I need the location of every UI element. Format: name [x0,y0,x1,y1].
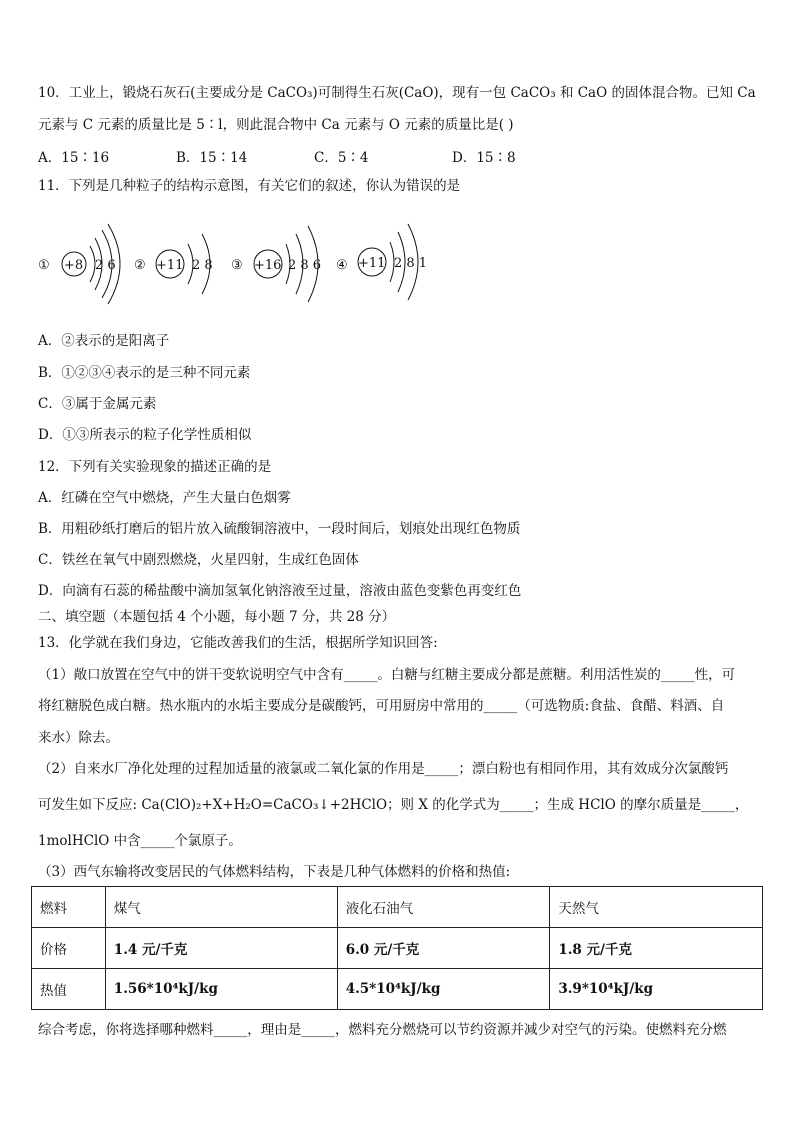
q10-option-c: C．5∶4 [314,150,369,166]
q12-option-c: C．铁丝在氧气中剧烈燃烧，火星四射，生成红色固体 [38,552,359,568]
q13-stem: 13．化学就在我们身边，它能改善我们的生活，根据所学知识回答: [38,635,438,651]
table-header-cell: 液化石油气 [337,887,550,928]
q11-stem: 11．下列是几种粒子的结构示意图，有关它们的叙述，你认为错误的是 [38,178,461,194]
table-header-cell: 煤气 [105,887,337,928]
q13-part1-line1: （1）敞口放置在空气中的饼干变软说明空气中含有_____。白糖与红糖主要成分都是蔗糖。利用活性炭的_____性，可 [38,667,736,683]
atom2-nucleus-charge: +11 [156,258,184,273]
q12-stem: 12．下列有关实验现象的描述正确的是 [38,459,272,475]
q10-option-b: B．15∶14 [176,150,248,166]
table-cell: 1.4 元/千克 [105,928,337,969]
atom4-electrons: 2 8 1 [394,256,428,271]
section-heading: 二、填空题（本题包括 4 个小题，每小题 7 分，共 28 分） [38,609,396,625]
table-cell: 1.56*10⁴kJ/kg [105,969,337,1010]
q12-option-b: B．用粗砂纸打磨后的铝片放入硫酸铜溶液中，一段时间后，划痕处出现红色物质 [38,521,521,537]
table-row [32,969,763,1010]
q10-line1: 10．工业上，锻烧石灰石(主要成分是 CaCO₃)可制得生石灰(CaO)，现有一包 CaCO₃ 和 CaO 的固体混合物。已知 Ca [38,85,756,101]
q13-part3-intro: （3）西气东输将改变居民的气体燃料结构，下表是几种气体燃料的价格和热值: [38,864,511,880]
q11-option-c: C．③属于金属元素 [38,396,157,412]
atom2-electrons: 2 8 [192,258,213,273]
table-row [32,928,763,969]
atom3-electrons: 2 8 6 [288,258,322,273]
q13-part1-line3: 来水）除去。 [38,730,119,746]
fuel-table [31,886,763,1010]
atom4-mark: ④ [336,258,348,273]
atom1-mark: ① [38,258,50,273]
table-cell: 6.0 元/千克 [337,928,550,969]
table-cell: 4.5*10⁴kJ/kg [337,969,550,1010]
table-cell: 1.8 元/千克 [550,928,763,969]
q13-part2-line2: 可发生如下反应: Ca(ClO)₂+X+H₂O=CaCO₃↓+2HClO；则 X 的化学式为_____；生成 HClO 的摩尔质量是_____， [38,797,749,813]
table-cell: 热值 [32,969,106,1010]
atom3-nucleus-charge: +16 [254,258,282,273]
q13-tail-line: 综合考虑，你将选择哪种燃料_____，理由是_____，燃料充分燃烧可以节约资源并减少对空气的污染。使燃料充分燃 [38,1022,727,1038]
table-cell: 3.9*10⁴kJ/kg [550,969,763,1010]
atom3-mark: ③ [231,258,243,273]
table-header-cell: 天然气 [550,887,763,928]
atom-structure-diagrams [38,216,458,316]
table-header-row [32,887,763,928]
atom1-electrons: 2 6 [95,258,116,273]
q11-option-d: D．①③所表示的粒子化学性质相似 [38,427,252,443]
atom2-mark: ② [134,258,146,273]
q12-option-d: D．向滴有石蕊的稀盐酸中滴加氢氧化钠溶液至过量，溶液由蓝色变紫色再变红色 [38,583,522,599]
atom4-nucleus-charge: +11 [358,256,386,271]
q13-part2-line3: 1molHClO 中含_____个氯原子。 [38,833,242,849]
q10-option-a: A．15∶16 [38,150,110,166]
q10-option-d: D．15∶8 [452,150,516,166]
atom-diagram-svg [38,216,458,316]
atom1-nucleus-charge: +8 [64,258,84,273]
table-header-cell: 燃料 [32,887,106,928]
q11-option-a: A．②表示的是阳离子 [38,333,170,349]
q11-option-b: B．①②③④表示的是三种不同元素 [38,365,251,381]
q12-option-a: A．红磷在空气中燃烧，产生大量白色烟雾 [38,490,291,506]
q10-line2: 元素与 C 元素的质量比是 5∶l，则此混合物中 Ca 元素与 O 元素的质量比是( ) [38,117,514,133]
table-cell: 价格 [32,928,106,969]
q13-part2-line1: （2）自来水厂净化处理的过程加适量的液氯或二氧化氯的作用是_____；漂白粉也有相同作用，其有效成分次氯酸钙 [38,761,729,777]
q13-part1-line2: 将红糖脱色成白糖。热水瓶内的水垢主要成分是碳酸钙，可用厨房中常用的_____（可选物质:食盐、食醋、料酒、自 [38,698,725,714]
